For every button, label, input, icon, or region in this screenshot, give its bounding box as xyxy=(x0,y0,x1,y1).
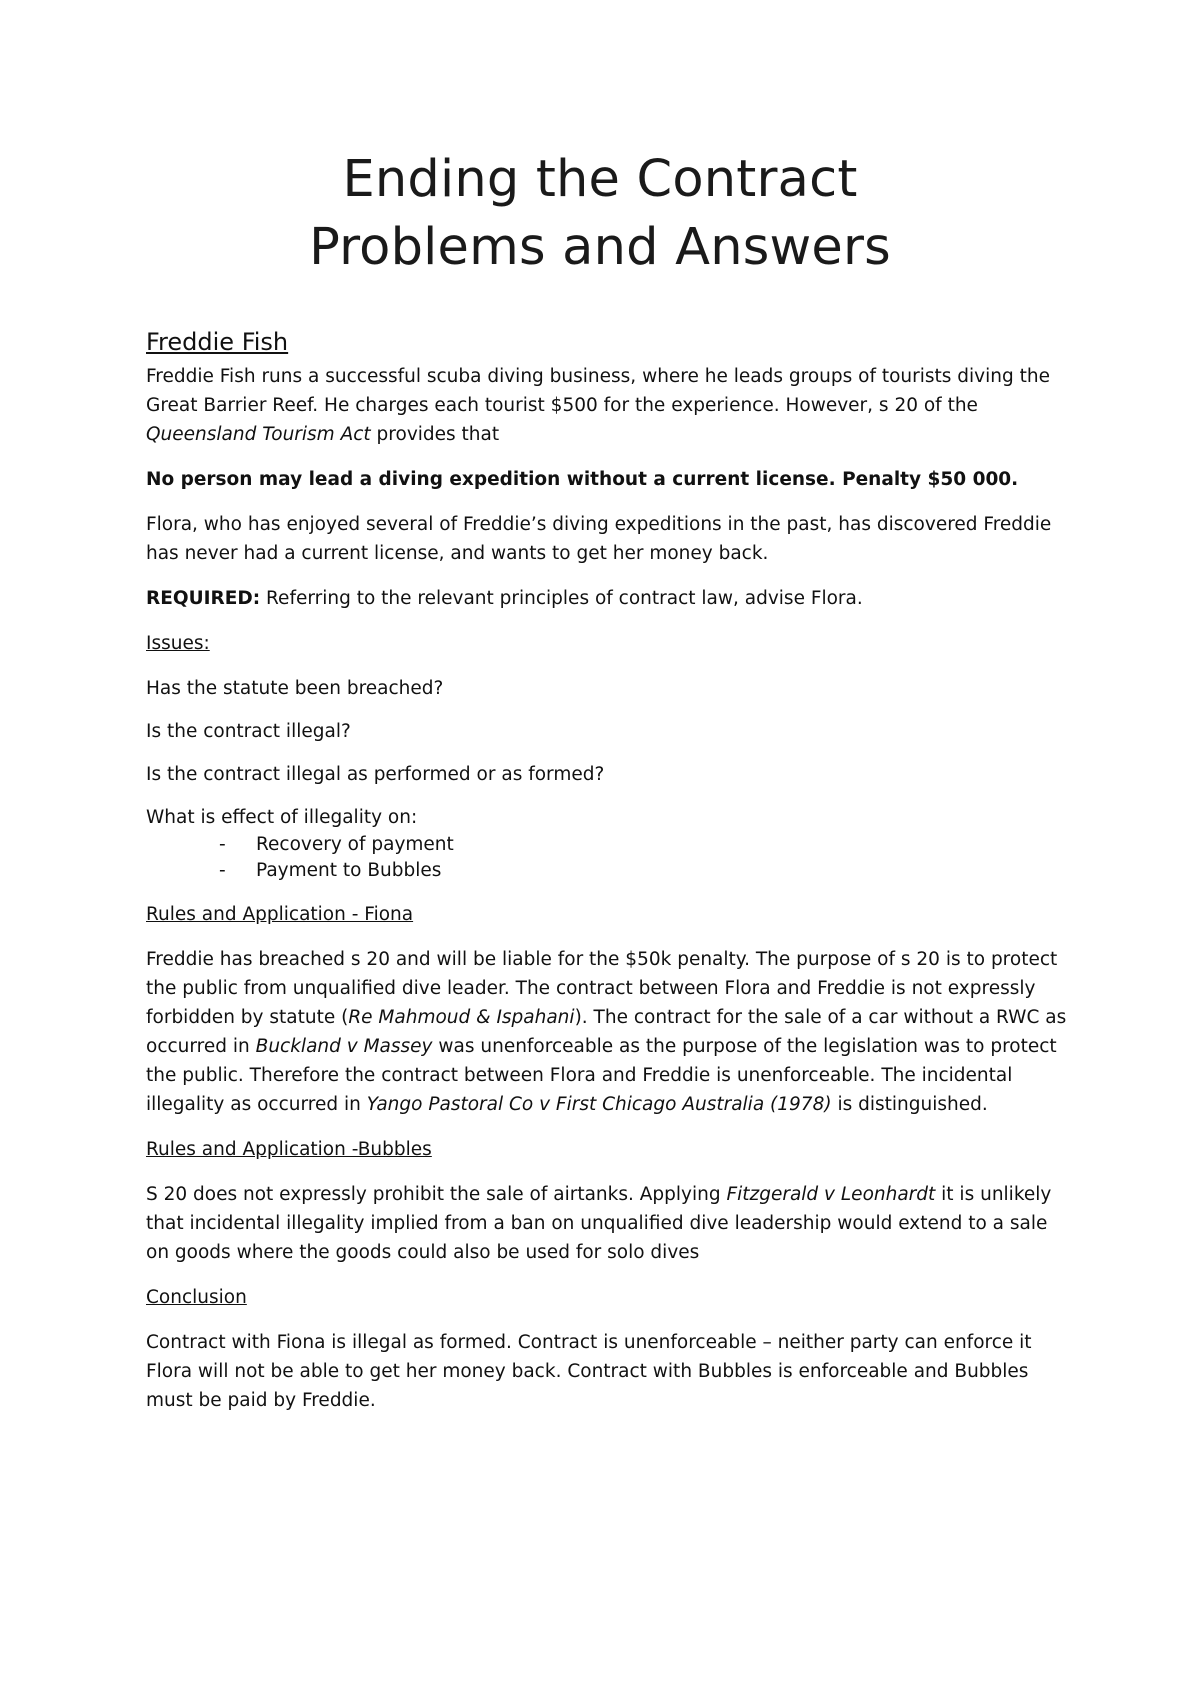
rules-bubbles-paragraph xyxy=(146,1180,1076,1267)
fiona-text-2: ). The contract for the sale of a car without a RWC as occurred in xyxy=(146,1007,1067,1057)
statute-text: No person may lead a diving expedition without a current license. Penalty $50 000. xyxy=(146,469,1019,490)
dash-marker: - xyxy=(219,860,226,881)
required-paragraph xyxy=(146,584,1076,613)
case-name: Re Mahmoud & Ispahani xyxy=(348,1007,575,1028)
case-name: Buckland v Massey xyxy=(255,1036,433,1057)
bubbles-text-1: S 20 does not expressly prohibit the sale of airtanks. Applying xyxy=(146,1184,727,1205)
title-line-1: Ending the Contract xyxy=(342,150,858,209)
fiona-text-4: is distinguished. xyxy=(831,1094,988,1115)
section-heading: Freddie Fish xyxy=(146,328,289,356)
fiona-text-3: was unenforceable as the purpose of the legislation was to protect the public. Therefore the contract between Flora and Freddie is unenforceable. The incidental illegality as occurred in xyxy=(146,1036,1057,1115)
issue-item: Has the statute been breached? xyxy=(146,678,444,699)
case-name: Yango Pastoral Co v First Chicago Australia (1978) xyxy=(366,1094,832,1115)
issue-item: What is effect of illegality on: xyxy=(146,807,418,828)
intro-text-1: Freddie Fish runs a successful scuba diving business, where he leads groups of tourists diving the Great Barrier Reef. He charges each tourist $500 for the experience. However, s 20 of the xyxy=(146,366,1050,416)
fiona-text-1: Freddie has breached s 20 and will be liable for the $50k penalty. The purpose of s 20 is to protect the public from unqualified dive leader. The contract between Flora and Freddie is not expressly forbidden by statute ( xyxy=(146,949,1058,1028)
list-item-text: Payment to Bubbles xyxy=(256,860,442,881)
conclusion-heading: Conclusion xyxy=(146,1287,247,1308)
dash-marker: - xyxy=(219,834,226,855)
document-title xyxy=(0,146,1200,282)
issues-label: Issues: xyxy=(146,633,210,654)
issue-item: Is the contract illegal? xyxy=(146,721,351,742)
effects-list xyxy=(146,832,1076,884)
list-item xyxy=(146,832,1076,858)
rules-bubbles-heading: Rules and Application -Bubbles xyxy=(146,1139,432,1160)
intro-paragraph xyxy=(146,362,1076,449)
flora-paragraph: Flora, who has enjoyed several of Freddie’s diving expeditions in the past, has discovered Freddie has never had a current license, and wants to get her money back. xyxy=(146,514,1052,564)
list-item-text: Recovery of payment xyxy=(256,834,454,855)
case-name: Fitzgerald v Leonhardt xyxy=(726,1184,936,1205)
bubbles-text-2: it is unlikely that incidental illegality implied from a ban on unqualified dive leadership would extend to a sale on goods where the goods could also be used for solo dives xyxy=(146,1184,1052,1263)
document-body xyxy=(146,326,1076,1415)
required-text: Referring to the relevant principles of contract law, advise Flora. xyxy=(260,588,863,609)
issue-item: Is the contract illegal as performed or as formed? xyxy=(146,764,605,785)
title-line-2: Problems and Answers xyxy=(309,218,891,277)
act-name: Queensland Tourism Act xyxy=(146,424,371,445)
rules-fiona-paragraph xyxy=(146,945,1076,1119)
rules-fiona-heading: Rules and Application - Fiona xyxy=(146,904,414,925)
conclusion-paragraph: Contract with Fiona is illegal as formed. Contract is unenforceable – neither party can enforce it Flora will not be able to get her money back. Contract with Bubbles is enforceable and Bubbles must be paid by Freddie. xyxy=(146,1332,1032,1411)
intro-text-2: provides that xyxy=(370,424,500,445)
list-item xyxy=(146,858,1076,884)
required-label: REQUIRED: xyxy=(146,588,261,609)
